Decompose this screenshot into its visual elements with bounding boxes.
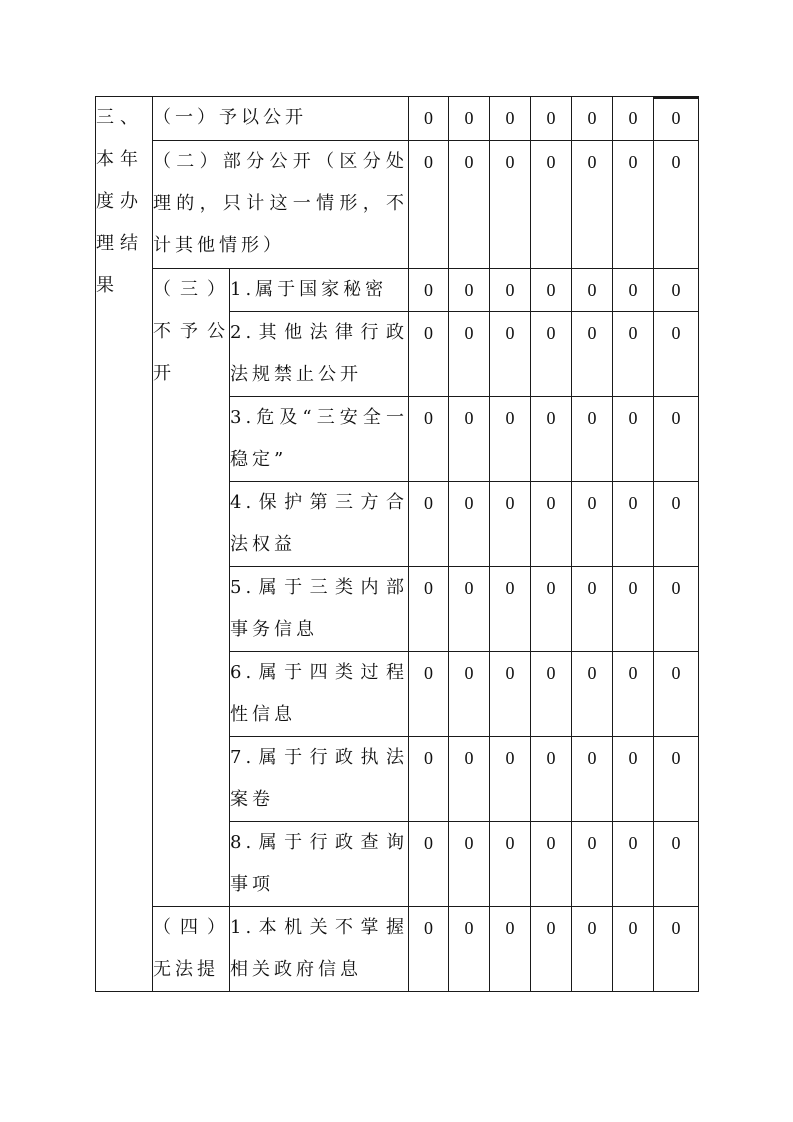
group-label: （三）不予公开 bbox=[153, 269, 230, 907]
value-cell: 0 bbox=[409, 822, 449, 907]
value-cell: 0 bbox=[449, 141, 490, 269]
value-cell: 0 bbox=[490, 397, 531, 482]
value-cell: 0 bbox=[531, 97, 572, 141]
value-cell: 0 bbox=[531, 482, 572, 567]
table-row bbox=[96, 907, 699, 992]
value-cell: 0 bbox=[490, 737, 531, 822]
value-cell: 0 bbox=[654, 312, 699, 397]
group-label: （四）无法提 bbox=[153, 907, 230, 992]
value-cell: 0 bbox=[613, 482, 654, 567]
value-cell: 0 bbox=[449, 397, 490, 482]
value-cell: 0 bbox=[613, 567, 654, 652]
item-label: 5.属于三类内部事务信息 bbox=[230, 567, 409, 652]
value-cell: 0 bbox=[449, 907, 490, 992]
value-cell: 0 bbox=[409, 97, 449, 141]
item-label: 6.属于四类过程性信息 bbox=[230, 652, 409, 737]
value-cell: 0 bbox=[572, 312, 613, 397]
item-label: 1.本机关不掌握相关政府信息 bbox=[230, 907, 409, 992]
value-cell: 0 bbox=[449, 269, 490, 312]
row-label: （一）予以公开 bbox=[153, 97, 409, 141]
value-cell: 0 bbox=[490, 482, 531, 567]
value-cell: 0 bbox=[572, 907, 613, 992]
value-cell: 0 bbox=[449, 652, 490, 737]
item-label: 1.属于国家秘密 bbox=[230, 269, 409, 312]
value-cell: 0 bbox=[613, 312, 654, 397]
item-label: 8.属于行政查询事项 bbox=[230, 822, 409, 907]
value-cell: 0 bbox=[572, 397, 613, 482]
value-cell: 0 bbox=[490, 652, 531, 737]
value-cell: 0 bbox=[572, 269, 613, 312]
table-row bbox=[96, 141, 699, 269]
value-cell: 0 bbox=[409, 312, 449, 397]
item-label: 4.保护第三方合法权益 bbox=[230, 482, 409, 567]
table-row bbox=[96, 269, 699, 312]
value-cell: 0 bbox=[572, 737, 613, 822]
value-cell: 0 bbox=[654, 567, 699, 652]
value-cell: 0 bbox=[531, 312, 572, 397]
value-cell: 0 bbox=[409, 141, 449, 269]
value-cell: 0 bbox=[654, 737, 699, 822]
disclosure-results-table bbox=[95, 96, 699, 992]
value-cell: 0 bbox=[449, 482, 490, 567]
value-cell: 0 bbox=[531, 652, 572, 737]
value-cell: 0 bbox=[531, 907, 572, 992]
value-cell: 0 bbox=[613, 737, 654, 822]
value-cell: 0 bbox=[613, 822, 654, 907]
value-cell: 0 bbox=[490, 141, 531, 269]
value-cell: 0 bbox=[654, 397, 699, 482]
value-cell: 0 bbox=[449, 97, 490, 141]
item-label: 3.危及“三安全一稳定” bbox=[230, 397, 409, 482]
value-cell: 0 bbox=[449, 567, 490, 652]
row-label: （二）部分公开（区分处理的，只计这一情形，不计其他情形） bbox=[153, 141, 409, 269]
value-cell: 0 bbox=[409, 482, 449, 567]
value-cell: 0 bbox=[531, 822, 572, 907]
value-cell: 0 bbox=[449, 822, 490, 907]
value-cell: 0 bbox=[613, 141, 654, 269]
value-cell: 0 bbox=[613, 652, 654, 737]
table-row bbox=[96, 97, 699, 141]
value-cell: 0 bbox=[613, 397, 654, 482]
value-cell: 0 bbox=[409, 907, 449, 992]
value-cell: 0 bbox=[654, 822, 699, 907]
value-cell: 0 bbox=[654, 652, 699, 737]
value-cell: 0 bbox=[654, 907, 699, 992]
value-cell: 0 bbox=[449, 737, 490, 822]
value-cell: 0 bbox=[490, 822, 531, 907]
value-cell: 0 bbox=[490, 312, 531, 397]
value-cell: 0 bbox=[613, 907, 654, 992]
value-cell: 0 bbox=[409, 397, 449, 482]
value-cell: 0 bbox=[531, 567, 572, 652]
value-cell: 0 bbox=[572, 141, 613, 269]
value-cell: 0 bbox=[490, 269, 531, 312]
value-cell: 0 bbox=[409, 567, 449, 652]
value-cell: 0 bbox=[654, 482, 699, 567]
value-cell: 0 bbox=[449, 312, 490, 397]
value-cell: 0 bbox=[409, 737, 449, 822]
value-cell: 0 bbox=[572, 567, 613, 652]
value-cell: 0 bbox=[572, 482, 613, 567]
value-cell: 0 bbox=[654, 269, 699, 312]
item-label: 2.其他法律行政法规禁止公开 bbox=[230, 312, 409, 397]
value-cell: 0 bbox=[531, 269, 572, 312]
value-cell: 0 bbox=[490, 567, 531, 652]
value-cell: 0 bbox=[572, 97, 613, 141]
value-cell: 0 bbox=[572, 652, 613, 737]
value-cell: 0 bbox=[654, 97, 699, 141]
value-cell: 0 bbox=[613, 97, 654, 141]
value-cell: 0 bbox=[613, 269, 654, 312]
value-cell: 0 bbox=[490, 907, 531, 992]
value-cell: 0 bbox=[409, 269, 449, 312]
value-cell: 0 bbox=[654, 141, 699, 269]
value-cell: 0 bbox=[572, 822, 613, 907]
value-cell: 0 bbox=[531, 141, 572, 269]
value-cell: 0 bbox=[531, 397, 572, 482]
section-label: 三、本年度办理结果 bbox=[96, 97, 153, 992]
value-cell: 0 bbox=[409, 652, 449, 737]
item-label: 7.属于行政执法案卷 bbox=[230, 737, 409, 822]
value-cell: 0 bbox=[531, 737, 572, 822]
value-cell: 0 bbox=[490, 97, 531, 141]
